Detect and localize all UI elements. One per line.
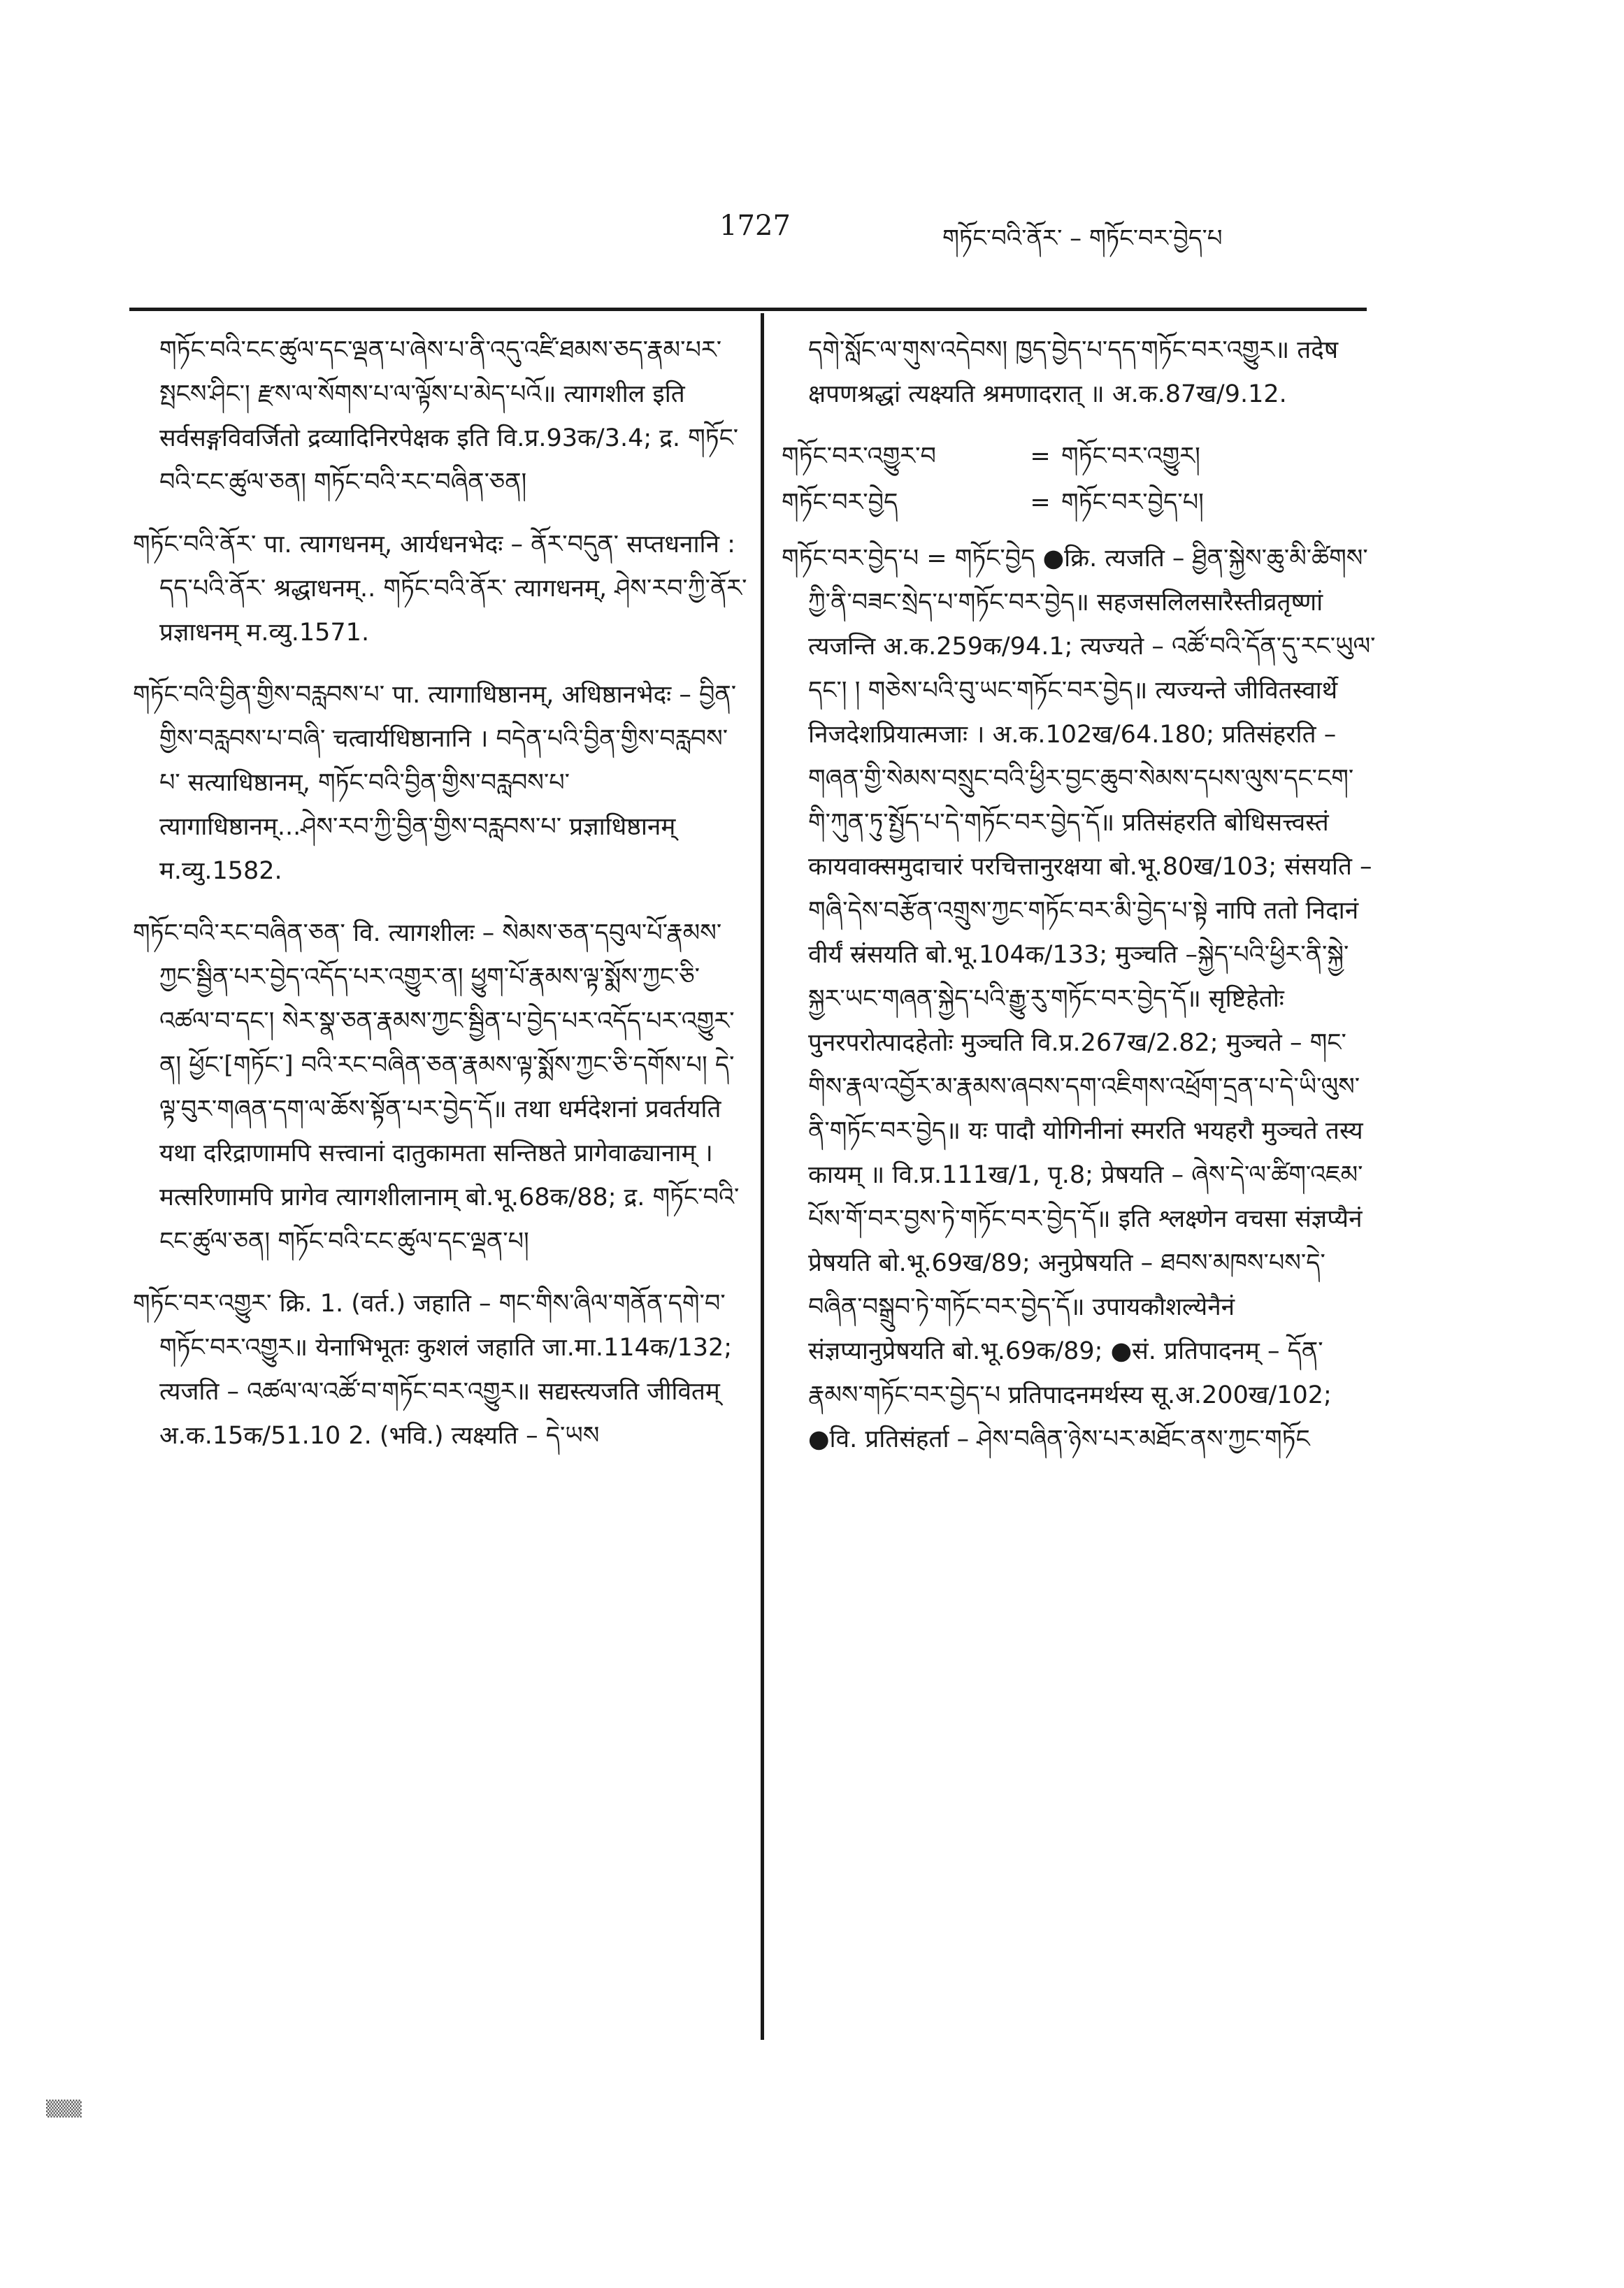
equals-sign: = — [1030, 443, 1051, 470]
dictionary-entry: གཏོང་བའི་ནོར་ पा. त्यागधनम्, आर्यधनभेदः – ནོར་བདུན་ सप्तधनानि : དད་པའི་ནོར་ श्रद्धाधनम्.. གཏོང་བའི་ནོར་ त्यागधनम्, ཤེས་རབ་ཀྱི་ནོར་ प्रज्ञाधनम् म.व्यु.1571. — [133, 531, 747, 647]
entry-continuation: དགེ་སློང་ལ་གུས་འདེབས། ཁྱད་བྱེད་པ་དད་གཏོང་བར་འགྱུར॥ तदेष क्षपणश्रद्धां त्यक्ष्यति श्रमणादरात् ॥ अ.क.87ख/9.12. — [808, 336, 1339, 408]
running-head: གཏོང་བའི་ནོར་ – གཏོང་བར་བྱེད་པ — [942, 224, 1223, 252]
right-column — [782, 329, 1376, 1480]
page-number: 1727 — [719, 210, 791, 242]
equivalence-headword: གཏོང་བར་འགྱུར་བ — [782, 443, 936, 470]
header-rule — [129, 308, 1367, 311]
column-divider — [761, 313, 764, 2040]
equivalence-line — [782, 435, 1376, 481]
dictionary-entry: གཏོང་བར་འགྱུར་ क्रि. 1. (वर्त.) जहाति – གང་གིས་ཞིལ་གནོན་དགེ་བ་གཏོང་བར་འགྱུར॥ येनाभिभूतः कुशलं जहाति जा.मा.114क/132; त्यजति – འཚལ་ལ་འཚོ་བ་གཏོང་བར་འགྱུར॥ सद्यस्त्यजति जीवितम् अ.क.15क/51.10 2. (भवि.) त्यक्ष्यति – དེ་ཡས — [133, 1290, 733, 1450]
scan-artifact: ▒▒▒ — [46, 2101, 82, 2118]
dictionary-entry: གཏོང་བའི་བྱིན་གྱིས་བརླབས་པ་ पा. त्यागाधिष्ठानम्, अधिष्ठानभेदः – བྱིན་གྱིས་བརླབས་པ་བཞི་ चत्वार्यधिष्ठानानि । བདེན་པའི་བྱིན་གྱིས་བརླབས་པ་ सत्याधिष्ठानम्, གཏོང་བའི་བྱིན་གྱིས་བརླབས་པ་ त्यागाधिष्ठानम्...ཤེས་རབ་ཀྱི་བྱིན་གྱིས་བརླབས་པ་ प्रज्ञाधिष्ठानम् म.व्यु.1582. — [133, 681, 737, 885]
equivalence-headword: གཏོང་བར་བྱེད — [782, 489, 898, 517]
equivalence-line — [782, 481, 1376, 527]
equivalence-target: གཏོང་བར་བྱེད་པ། — [1061, 489, 1204, 517]
dictionary-entry: གཏོང་བའི་ངང་ཚུལ་དང་ལྡན་པ་ཞེས་པ་ནི་འདུ་འཛི་ཐམས་ཅད་རྣམ་པར་སྤངས་ཤིང་། རྫས་ལ་སོགས་པ་ལ་ལྟོས་པ་མེད་པའོ॥ त्यागशील इति सर्वसङ्गविवर्जितो द्रव्यादिनिरपेक्षक इति वि.प्र.93क/3.4; द्र. གཏོང་བའི་ངང་ཚུལ་ཅན། གཏོང་བའི་རང་བཞིན་ཅན། — [159, 336, 739, 496]
dictionary-entry: གཏོང་བའི་རང་བཞིན་ཅན་ वि. त्यागशीलः – སེམས་ཅན་དབུལ་པོ་རྣམས་ཀྱང་སྦྱིན་པར་བྱེད་འདོད་པར་འགྱུར་ན། ཕྱུག་པོ་རྣམས་ལྟ་སྨོས་ཀྱང་ཅི་འཚལ་བ་དང་། སེར་སྣ་ཅན་རྣམས་ཀྱང་སྦྱིན་པ་བྱེད་པར་འདོད་པར་འགྱུར་ན། ཕྱོང་[གཏོང་] བའི་རང་བཞིན་ཅན་རྣམས་ལྟ་སྨོས་ཀྱང་ཅི་དགོས་པ། དེ་ལྟ་བུར་གཞན་དག་ལ་ཆོས་སྟོན་པར་བྱེད་དོ॥ तथा धर्मदेशनां प्रवर्तयति यथा दरिद्राणामपि सत्त्वानां दातुकामता सन्तिष्ठते प्रागेवाढ्यानाम् । मत्सरिणामपि प्रागेव त्यागशीलानाम् बो.भू.68क/88; द्र. གཏོང་བའི་ངང་ཚུལ་ཅན། གཏོང་བའི་ངང་ཚུལ་དང་ལྡན་པ། — [133, 919, 740, 1255]
left-column — [133, 329, 748, 1476]
dictionary-entry: གཏོང་བར་བྱེད་པ = གཏོང་བྱེད ●क्रि. त्यजति – ཐྱིན་སྐྱེས་ཆུ་མི་ཚིགས་ཀྱི་ནི་བཟང་སྲེད་པ་གཏོང་བར་བྱེད॥ सहजसलिलसारैस्तीव्रतृष्णां त्यजन्ति अ.क.259क/94.1; त्यज्यते – འཚོ་བའི་དོན་དུ་རང་ཡུལ་དང་། ། གཅེས་པའི་བུ་ཡང་གཏོང་བར་བྱེད॥ त्यज्यन्ते जीवितस्वार्थे निजदेशप्रियात्मजाः । अ.क.102ख/64.180; प्रतिसंहरति – གཞན་གྱི་སེམས་བསྲུང་བའི་ཕྱིར་བྱང་ཆུབ་སེམས་དཔས་ལུས་དང་ངག་གི་ཀུན་ཏུ་སྤྱོད་པ་དེ་གཏོང་བར་བྱེད་དོ॥ प्रतिसंहरति बोधिसत्त्वस्तं कायवाक्समुदाचारं परचित्तानुरक्षया बो.भू.80ख/103; संसयति – གཞི་དེས་བརྩོན་འགྲུས་ཀྱང་གཏོང་བར་མི་བྱེད་པ་སྟེ नापि ततो निदानं वीर्यं स्रंसयति बो.भू.104क/133; मुञ्चति –སྐྱེད་པའི་ཕྱིར་ནི་སྐྱེ་སྐྱར་ཡང་གཞན་སྐྱེད་པའི་རྒྱུ་རུ་གཏོང་བར་བྱེད་དོ॥ सृष्टिहेतोः पुनरपरोत्पादहेतोः मुञ्चति वि.प्र.267ख/2.82; मुञ्चते – གང་གིས་རྣལ་འབྱོར་མ་རྣམས་ཞབས་དག་འཇིགས་འཕྲོག་དྲན་པ་དེ་ཡི་ལུས་ནི་གཏོང་བར་བྱེད॥ यः पादौ योगिनीनां स्मरति भयहरौ मुञ्चते तस्य कायम् ॥ वि.प्र.111ख/1, पृ.8; प्रेषयति – ཞེས་དེ་ལ་ཚིག་འཇམ་པོས་གོ་བར་བྱས་ཏེ་གཏོང་བར་བྱེད་དོ॥ इति श्लक्ष्णेन वचसा संज्ञप्यैनं प्रेषयति बो.भू.69ख/89; अनुप्रेषयति – ཐབས་མཁས་པས་དེ་བཞིན་བསྒྲུབ་ཏེ་གཏོང་བར་བྱེད་དོ॥ उपायकौशल्येनैनं संज्ञप्यानुप्रेषयति बो.भू.69क/89; ●सं. प्रतिपादनम् – དོན་རྣམས་གཏོང་བར་བྱེད་པ प्रतिपादनमर्थस्य सू.अ.200ख/102; ●वि. प्रतिसंहर्ता – ཤེས་བཞིན་ཉེས་པར་མཐོང་ནས་ཀྱང་གཏོང — [782, 545, 1376, 1453]
equals-sign: = — [1030, 489, 1051, 517]
equivalence-target: གཏོང་བར་འགྱུར། — [1061, 443, 1200, 470]
